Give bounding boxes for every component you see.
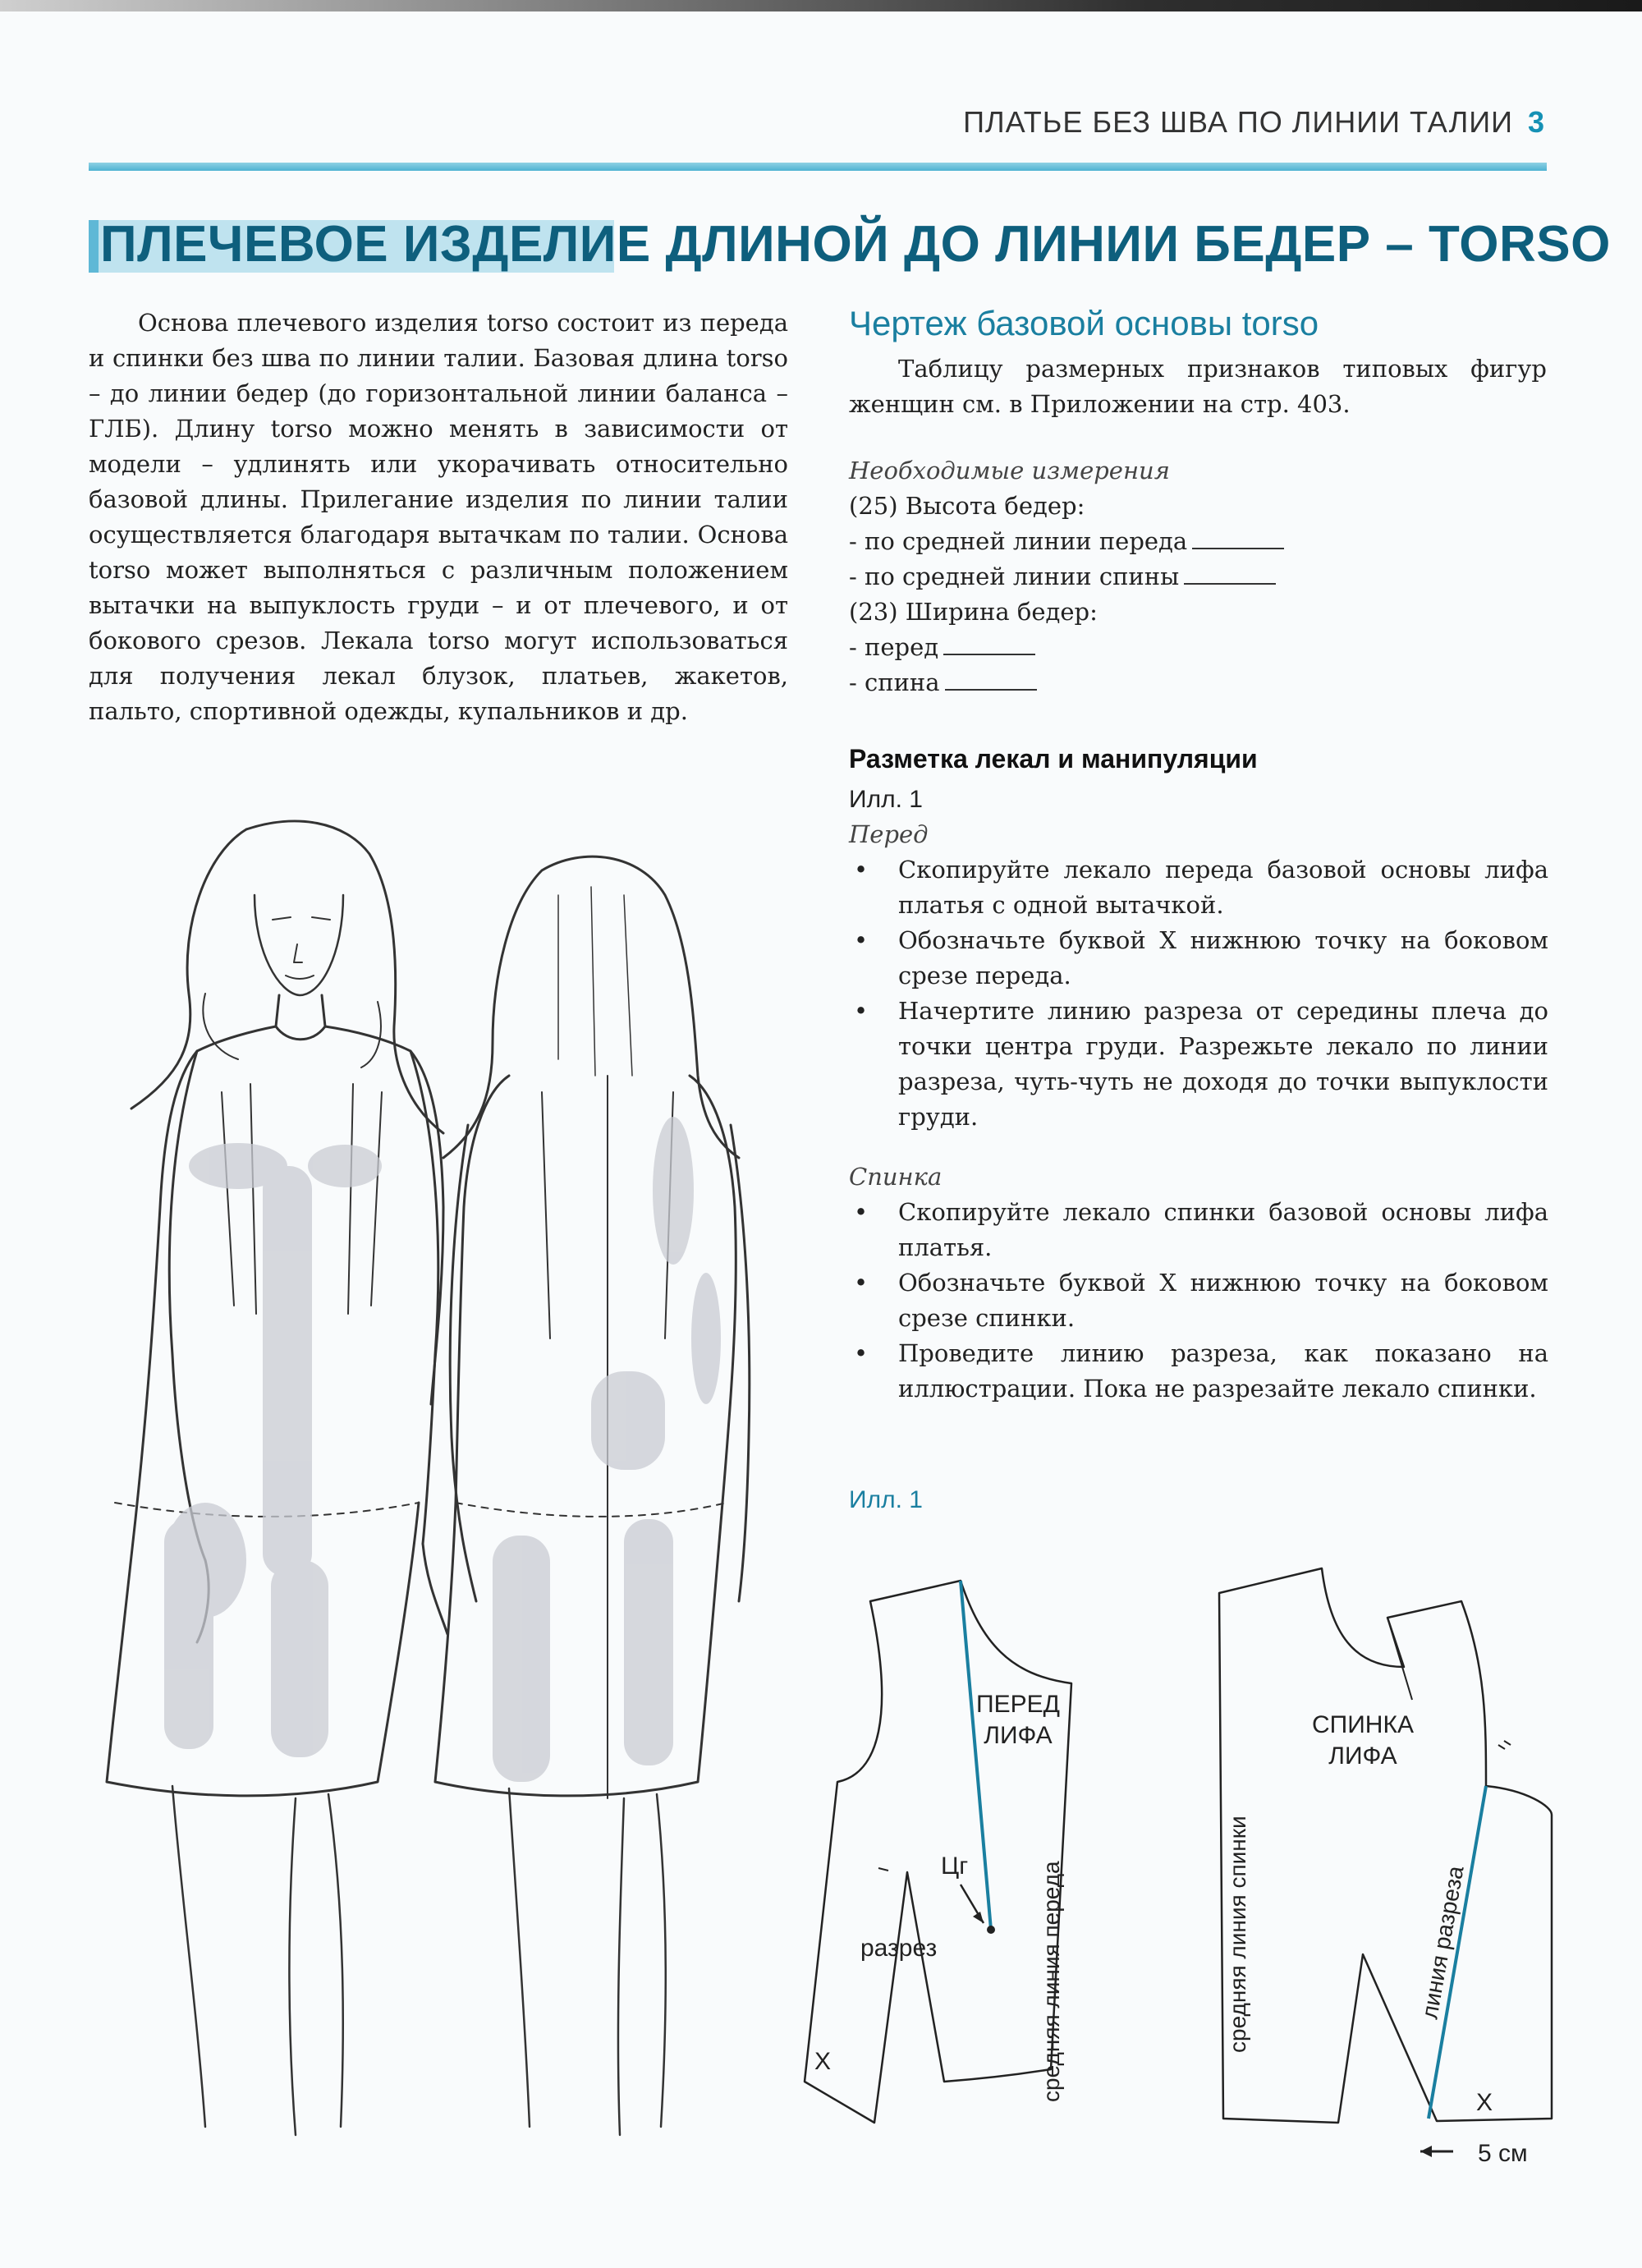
measurements-block [849,453,1547,700]
marking-title: Разметка лекал и манипуляции [849,744,1258,774]
blank-line [1192,526,1284,549]
back-label: Спинка [849,1163,943,1191]
list-item: • Скопируйте лекало спинки базовой основы лифа платья. [849,1195,1548,1265]
back-title-2: ЛИФА [1328,1742,1397,1770]
front-face [255,895,343,995]
cut-line-label: линия разреза [1416,1863,1469,2022]
front-label: Перед [849,820,929,848]
back-x-mark: X [1476,2089,1493,2116]
list-item: • Обозначьте буквой Х нижнюю точку на боковом срезе спинки. [849,1265,1548,1336]
front-bodice-outline [805,1581,1071,2123]
blank-line [943,632,1035,655]
offset-label: 5 см [1478,2140,1528,2167]
front-steps-list [849,852,1548,1135]
blank-line [1184,562,1276,585]
top-edge-bar [0,0,1642,11]
marking-steps [849,782,1548,1407]
page-number: 3 [1527,105,1545,139]
list-item: • Начертите линию разреза от середины плеча до точки центра груди. Разрежьте лекало по линии разреза, чуть-чуть не доходя до точки выпуклости груди. [849,994,1548,1135]
back-hip-line [456,1503,727,1517]
list-item: • Обозначьте буквой Х нижнюю точку на боковом срезе переда. [849,923,1548,994]
measurement-line: (23) Ширина бедер: [849,598,1098,626]
figure-caption: Илл. 1 [849,1486,923,1513]
drawing-section-title: Чертеж базовой основы torso [849,304,1319,342]
measurement-line: - перед [849,630,1547,665]
page-title: ПЛЕЧЕВОЕ ИЗДЕЛИЕ ДЛИНОЙ ДО ЛИНИИ БЕДЕР – TORSO [100,216,1611,273]
running-header [963,105,1545,140]
list-item: • Проведите линию разреза, как показано на иллюстрации. Пока не разрезайте лекало спинки. [849,1336,1548,1407]
bust-point-label: Цг [941,1853,969,1880]
reference-paragraph: Таблицу размерных признаков типовых фигур женщин см. в Приложении на стр. 403. [849,355,1547,418]
cut-label: разрез [860,1935,938,1962]
blank-line [945,668,1037,691]
bust-point-dot [987,1926,995,1934]
pattern-figure [764,1544,1585,2250]
measurement-line: - по средней линии спины [849,559,1547,595]
back-bodice-outline [1219,1568,1552,2123]
back-title-1: СПИНКА [1312,1711,1414,1738]
header-rule [89,163,1547,171]
dress-illustration [82,780,772,2225]
front-title-2: ЛИФА [984,1722,1053,1749]
measurement-line: - по средней линии переда [849,524,1547,559]
measurements-label: Необходимые измерения [849,457,1170,484]
front-center-label: средняя линия переда [1039,1861,1064,2102]
measurement-line: - спина [849,665,1547,700]
ill-label: Илл. 1 [849,786,923,813]
front-title-1: ПЕРЕД [976,1691,1060,1718]
back-center-label: средняя линия спинки [1225,1816,1250,2053]
running-title: ПЛАТЬЕ БЕЗ ШВА ПО ЛИНИИ ТАЛИИ [963,105,1513,139]
front-x-mark: X [814,2048,832,2075]
list-item: • Скопируйте лекало переда базовой основы лифа платья с одной вытачкой. [849,852,1548,923]
back-steps-list [849,1195,1548,1407]
intro-paragraph: Основа плечевого изделия torso состоит из переда и спинки без шва по линии талии. Базовая длина torso – до линии бедер (до горизонтальной линии баланса – ГЛБ). Длину torso можно менять в зависимости от модели – удлинять или укорачивать относительно базовой длины. Прилегание изделия по линии талии осуществляется благодаря вытачкам по талии. Основа torso может выполняться с различным положением вытачки на выпуклость груди – и от плечевого, и от бокового срезов. Лекала torso могут использоваться для получения лекал блузок, платьев, жакетов, пальто, спортивной одежды, купальников и др. [89,309,788,725]
measurement-line: (25) Высота бедер: [849,492,1085,520]
